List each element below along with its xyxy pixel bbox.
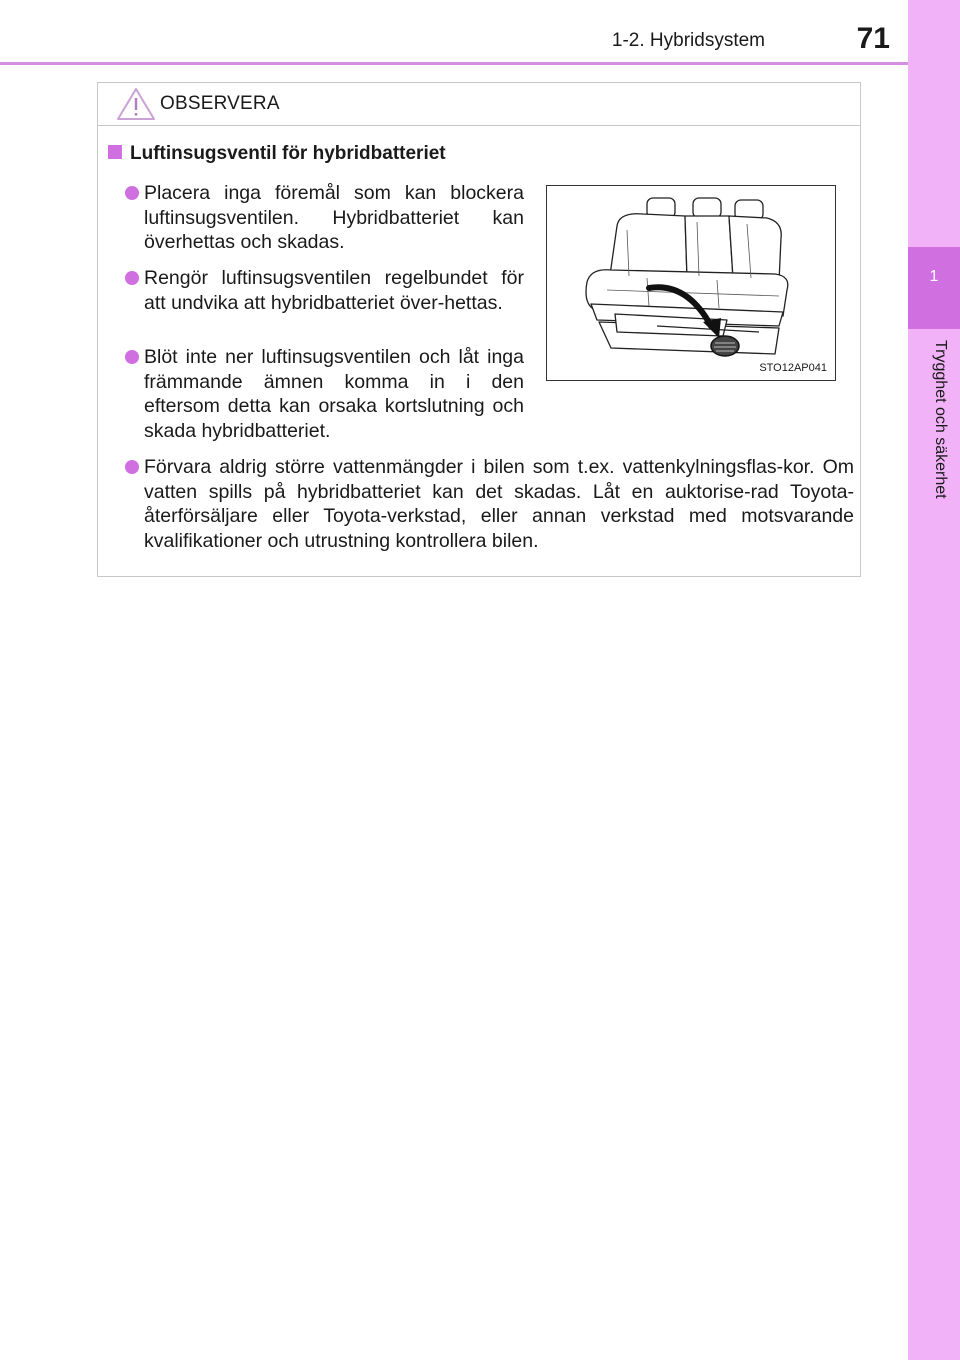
list-item-text: Blöt inte ner luftinsugsventilen och låt inga främmande ämnen komma in i den eftersom detta kan orsaka kortslutning och skada hybridbatteriet. — [144, 346, 524, 442]
warning-triangle-icon — [116, 87, 156, 121]
figure-code: STO12AP041 — [759, 362, 827, 374]
notice-subheading — [108, 143, 446, 165]
bullet-dot-icon — [125, 350, 139, 364]
header-rule — [0, 62, 908, 65]
notice-box — [97, 82, 861, 577]
list-item — [144, 345, 524, 443]
subheading-text: Luftinsugsventil för hybridbatteriet — [130, 143, 446, 164]
notice-label: OBSERVERA — [160, 93, 280, 114]
list-item — [144, 181, 524, 255]
chapter-title: Trygghet och säkerhet — [932, 340, 949, 499]
chapter-number: 1 — [929, 268, 939, 285]
list-item-text: Förvara aldrig större vattenmängder i bilen som t.ex. vattenkylningsflas-kor. Om vatten spills på hybridbatteriet kan det skadas. Låt en auktorise-rad Toyota-återförsäljare eller Toyota-verkstad, eller annan verkstad med motsvarande kvalifikationer och utrustning kontrollera bilen. — [144, 456, 854, 552]
page-number: 71 — [856, 22, 890, 55]
list-item — [144, 455, 854, 553]
list-item — [144, 266, 524, 315]
list-item-text: Rengör luftinsugsventilen regelbundet för att undvika att hybridbatteriet över-hettas. — [144, 267, 524, 314]
rear-seat-air-vent-drawing — [547, 186, 834, 379]
chapter-tab — [908, 247, 960, 329]
bullet-dot-icon — [125, 460, 139, 474]
square-bullet-icon — [108, 145, 122, 159]
notice-header — [98, 83, 860, 126]
section-title: 1-2. Hybridsystem — [611, 30, 765, 51]
bullet-dot-icon — [125, 186, 139, 200]
list-item-text: Placera inga föremål som kan blockera luftinsugsventilen. Hybridbatteriet kan överhettas och skadas. — [144, 182, 524, 253]
bullet-dot-icon — [125, 271, 139, 285]
rear-seat-illustration — [546, 185, 836, 381]
side-tab — [908, 0, 960, 1360]
